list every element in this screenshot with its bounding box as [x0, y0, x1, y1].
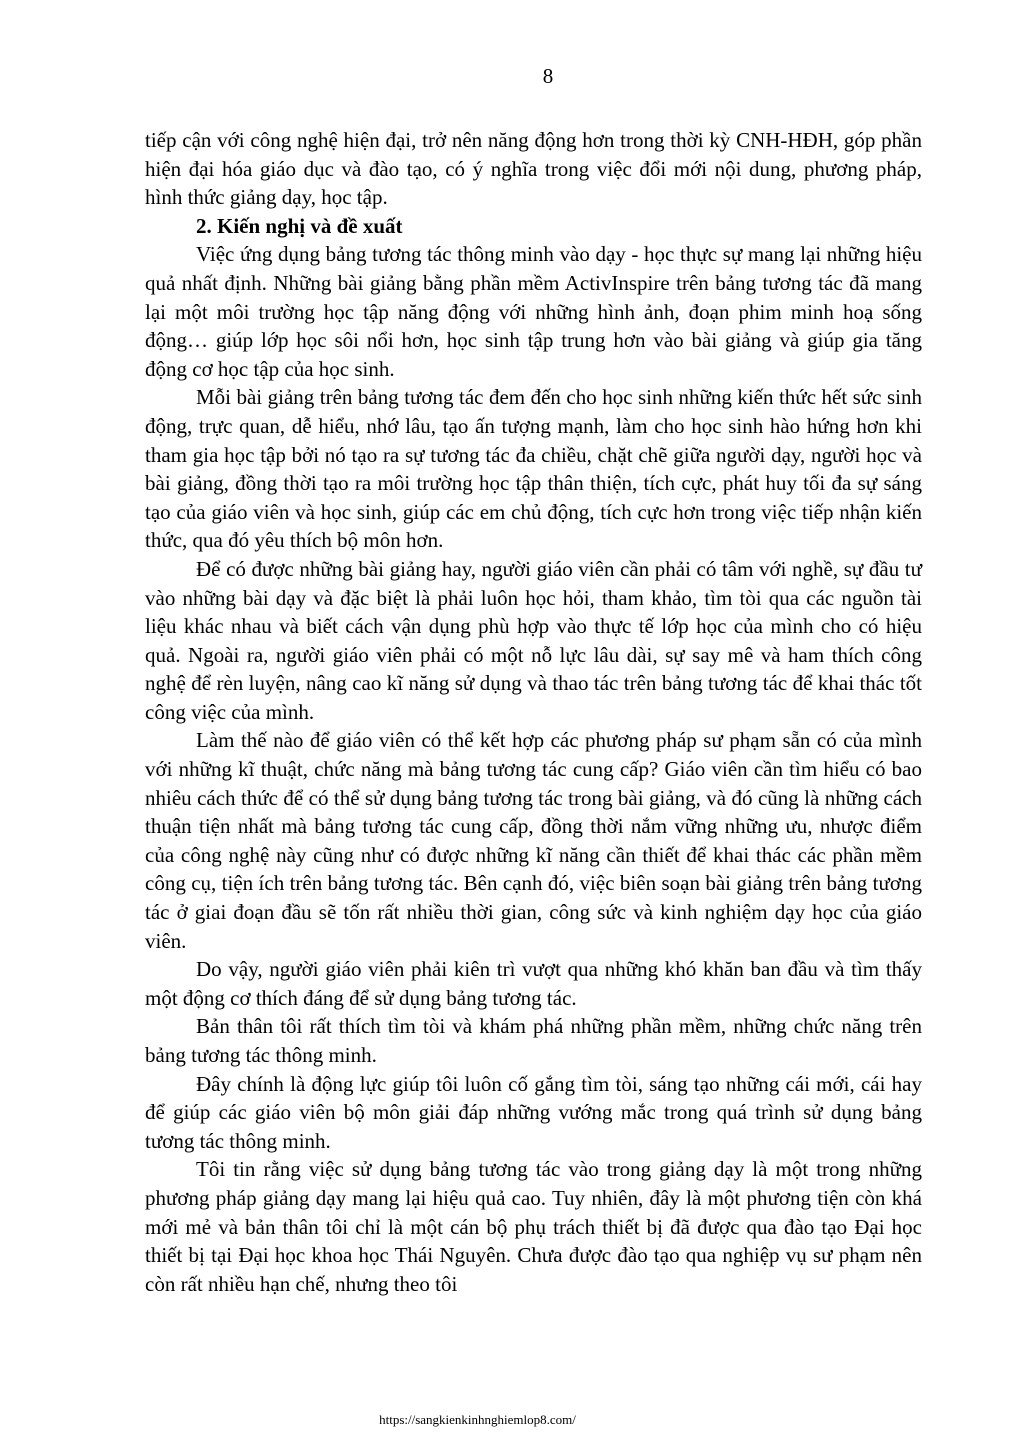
paragraph-3: Mỗi bài giảng trên bảng tương tác đem đến cho học sinh những kiến thức hết sức sinh động, trực quan, dễ hiểu, nhớ lâu, tạo ấn tượng mạnh, làm cho học sinh hào hứng hơn khi tham gia học tập bởi nó tạo ra sự tương tác đa chiều, chặt chẽ giữa người dạy, người học và bài giảng, đồng thời tạo ra môi trường học tập thân thiện, tích cực, phát huy tối đa sự sáng tạo của giáo viên và học sinh, giúp các em chủ động, tích cực hơn trong việc tiếp nhận kiến thức, qua đó yêu thích bộ môn hơn.: [145, 385, 922, 553]
paragraph-9: Tôi tin rằng việc sử dụng bảng tương tác vào trong giảng dạy là một trong những phương pháp giảng dạy mang lại hiệu quả cao. Tuy nhiên, đây là một phương tiện còn khá mới mẻ và bản thân tôi chỉ là một cán bộ phụ trách thiết bị đã được qua đào tạo Đại học thiết bị tại Đại học khoa học Thái Nguyên. Chưa được đào tạo qua nghiệp vụ sư phạm nên còn rất nhiều hạn chế, nhưng theo tôi: [145, 1157, 922, 1296]
paragraph-4: Để có được những bài giảng hay, người giáo viên cần phải có tâm với nghề, sự đầu tư vào những bài dạy và đặc biệt là phải luôn học hỏi, tham khảo, tìm tòi qua các nguồn tài liệu khác nhau và biết cách vận dụng phù hợp vào thực tế lớp học của mình cho có hiệu quả. Ngoài ra, người giáo viên phải có một nỗ lực lâu dài, sự say mê và ham thích công nghệ để rèn luyện, nâng cao kĩ năng sử dụng và thao tác trên bảng tương tác để khai thác tốt công việc của mình.: [145, 556, 922, 724]
document-body: [145, 126, 922, 1298]
page-number: 8: [542, 64, 554, 88]
paragraph-8: Đây chính là động lực giúp tôi luôn cố gắng tìm tòi, sáng tạo những cái mới, cái hay để giúp các giáo viên bộ môn giải đáp những vướng mắc trong quá trình sử dụng bảng tương tác thông minh.: [145, 1071, 922, 1153]
paragraph-1: tiếp cận với công nghệ hiện đại, trở nên năng động hơn trong thời kỳ CNH-HĐH, góp phần hiện đại hóa giáo dục và đào tạo, có ý nghĩa trong việc đổi mới nội dung, phương pháp, hình thức giảng dạy, học tập.: [145, 128, 922, 210]
paragraph-6: Do vậy, người giáo viên phải kiên trì vượt qua những khó khăn ban đầu và tìm thấy một động cơ thích đáng để sử dụng bảng tương tác.: [145, 957, 922, 1010]
footer-url[interactable]: https://sangkienkinhnghiemlop8.com/: [379, 1412, 576, 1427]
paragraph-5: Làm thế nào để giáo viên có thể kết hợp các phương pháp sư phạm sẵn có của mình với những kĩ thuật, chức năng mà bảng tương tác cung cấp? Giáo viên cần tìm hiểu có bao nhiêu cách thức để có thể sử dụng bảng tương tác trong bài giảng, và đó cũng là những cách thuận tiện nhất mà bảng tương tác cung cấp, đồng thời nắm vững những ưu, nhược điểm của công nghệ này cũng như có được những kĩ năng cần thiết để khai thác các phần mềm công cụ, tiện ích trên bảng tương tác. Bên cạnh đó, việc biên soạn bài giảng trên bảng tương tác ở giai đoạn đầu sẽ tốn rất nhiều thời gian, công sức và kinh nghiệm dạy học của giáo viên.: [145, 728, 922, 953]
paragraph-7: Bản thân tôi rất thích tìm tòi và khám phá những phần mềm, những chức năng trên bảng tương tác thông minh.: [145, 1014, 922, 1067]
section-heading: 2. Kiến nghị và đề xuất: [196, 213, 403, 238]
paragraph-2: Việc ứng dụng bảng tương tác thông minh vào dạy - học thực sự mang lại những hiệu quả nhất định. Những bài giảng bằng phần mềm ActivInspire trên bảng tương tác đã mang lại một môi trường học tập năng động với những hình ảnh, đoạn phim minh hoạ sống động… giúp lớp học sôi nổi hơn, học sinh tập trung hơn vào bài giảng và giúp gia tăng động cơ học tập của học sinh.: [145, 242, 922, 381]
